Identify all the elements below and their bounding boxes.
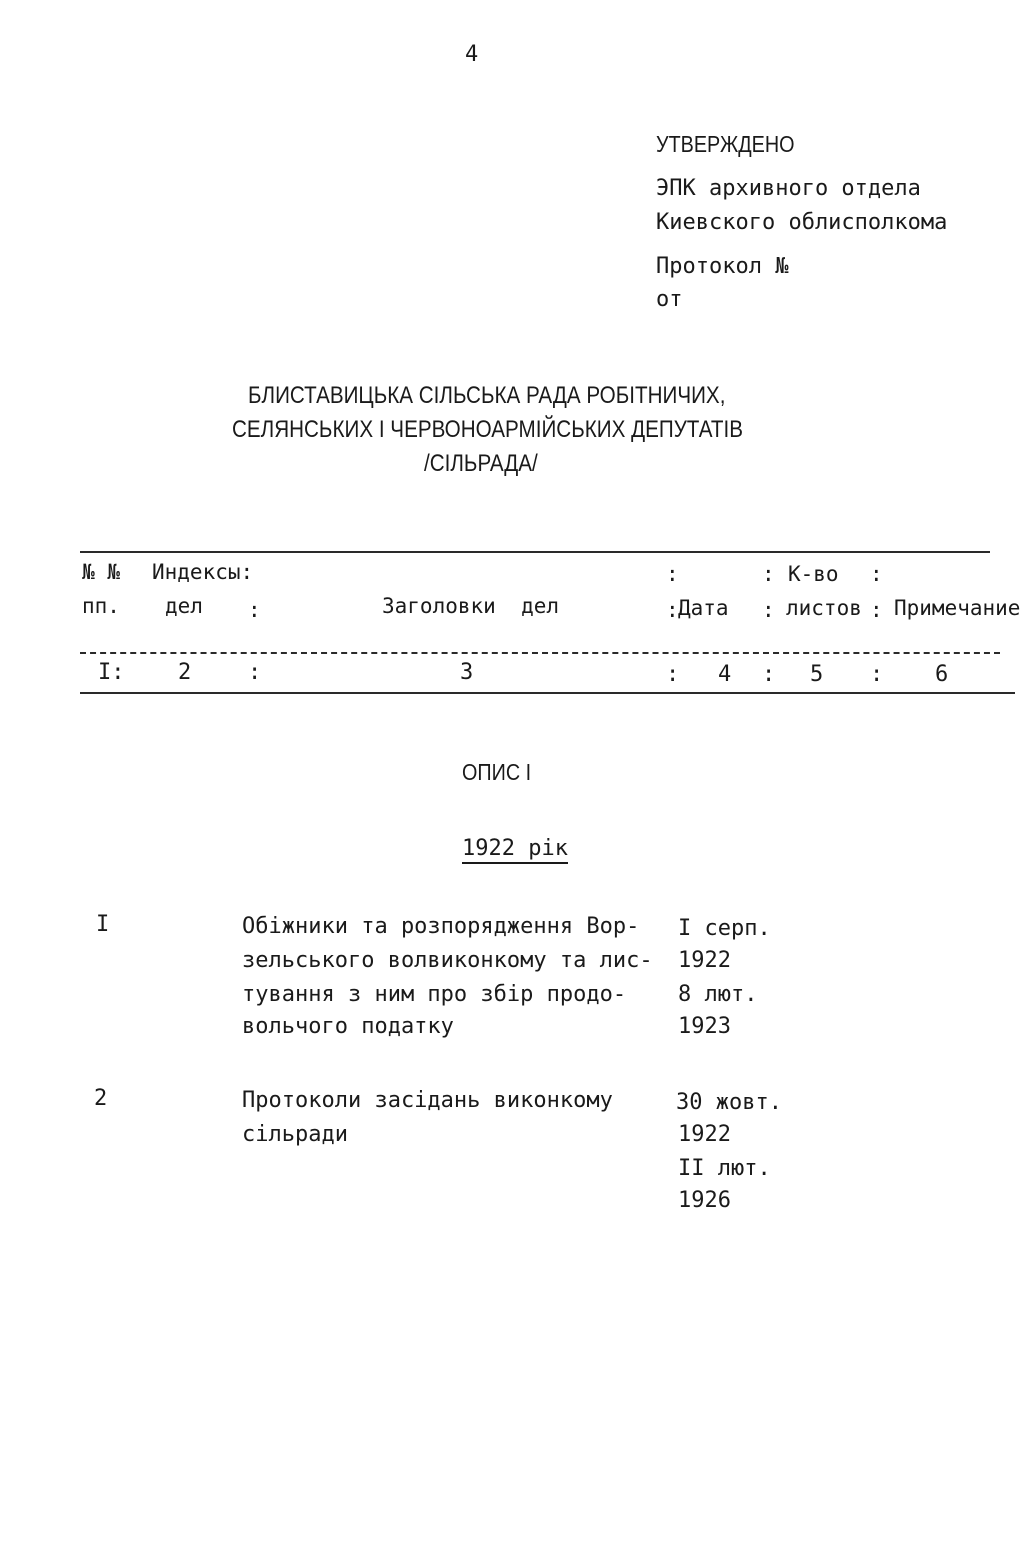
header-date: Дата — [678, 596, 729, 620]
colnum-separators: : — [870, 662, 884, 687]
colnum-separators: : — [248, 660, 262, 685]
header-separators: : — [870, 598, 883, 622]
colnum-6: 6 — [935, 662, 949, 687]
entry-1-date-line: 1922 — [678, 948, 731, 973]
colnum-2: 2 — [178, 660, 192, 685]
colnum-5: 5 — [810, 662, 824, 687]
approval-protocol: Протокол № — [656, 254, 789, 279]
colnum-3: 3 — [460, 660, 474, 685]
header-separators: : — [666, 598, 679, 622]
header-separators: : — [248, 598, 261, 622]
entry-1-date-line: 8 лют. — [678, 982, 758, 1007]
table-top-rule — [80, 551, 990, 553]
header-separators: : — [762, 562, 775, 586]
entry-1-date-line: 1923 — [678, 1014, 731, 1039]
approval-line2: Киевского облисполкома — [656, 210, 948, 235]
header-index-bottom: дел — [165, 594, 203, 618]
header-separators: : — [762, 598, 775, 622]
table-header-rule — [80, 652, 1000, 654]
header-num-bottom: пп. — [82, 594, 120, 618]
section-year: 1922 рік — [462, 838, 568, 864]
colnum-4: 4 — [718, 662, 732, 687]
colnum-1: I: — [98, 660, 125, 685]
header-title: Заголовки дел — [382, 594, 560, 618]
header-notes: Примечание — [894, 596, 1021, 620]
colnum-separators: : — [666, 662, 680, 687]
header-separators: : — [870, 562, 883, 586]
entry-1-title-line: тування з ним про збір продо- — [242, 982, 627, 1007]
title-line1: БЛИСТАВИЦЬКА СІЛЬСЬКА РАДА РОБІТНИЧИХ, — [248, 382, 726, 409]
entry-1-title-line: зельського волвиконкому та лис- — [242, 948, 653, 973]
entry-1-title-line: Обіжники та розпорядження Вор- — [242, 914, 640, 939]
header-index-top: Индексы: — [152, 560, 254, 584]
header-num-top: № № — [82, 560, 120, 584]
entry-1-title-line: вольчого податку — [242, 1014, 454, 1039]
entry-2-number: 2 — [94, 1086, 108, 1111]
entry-2-date-line: 30 жовт. — [676, 1090, 782, 1115]
approval-heading: УТВЕРЖДЕНО — [656, 131, 795, 157]
page-number: 4 — [465, 42, 479, 67]
approval-line1: ЭПК архивного отдела — [656, 176, 921, 201]
header-sheets-top: К-во — [788, 562, 839, 586]
entry-2-title-line: Протоколи засідань виконкому — [242, 1088, 613, 1113]
entry-2-date-line: II лют. — [678, 1156, 771, 1181]
approval-from: от — [656, 287, 683, 312]
table-bottom-rule — [80, 692, 1015, 694]
colnum-separators: : — [762, 662, 776, 687]
header-separators: : — [666, 562, 679, 586]
entry-2-date-line: 1922 — [678, 1122, 731, 1147]
title-line2: СЕЛЯНСЬКИХ І ЧЕРВОНОАРМІЙСЬКИХ ДЕПУТАТІВ — [232, 416, 744, 443]
entry-1-date-line: I серп. — [678, 916, 771, 941]
section-heading: ОПИС I — [462, 759, 532, 785]
entry-2-title-line: сільради — [242, 1122, 348, 1147]
header-sheets-bottom: листов — [786, 596, 862, 620]
entry-1-number: I — [96, 912, 110, 937]
title-line3: /СІЛЬРАДА/ — [424, 450, 538, 477]
entry-2-date-line: 1926 — [678, 1188, 731, 1213]
